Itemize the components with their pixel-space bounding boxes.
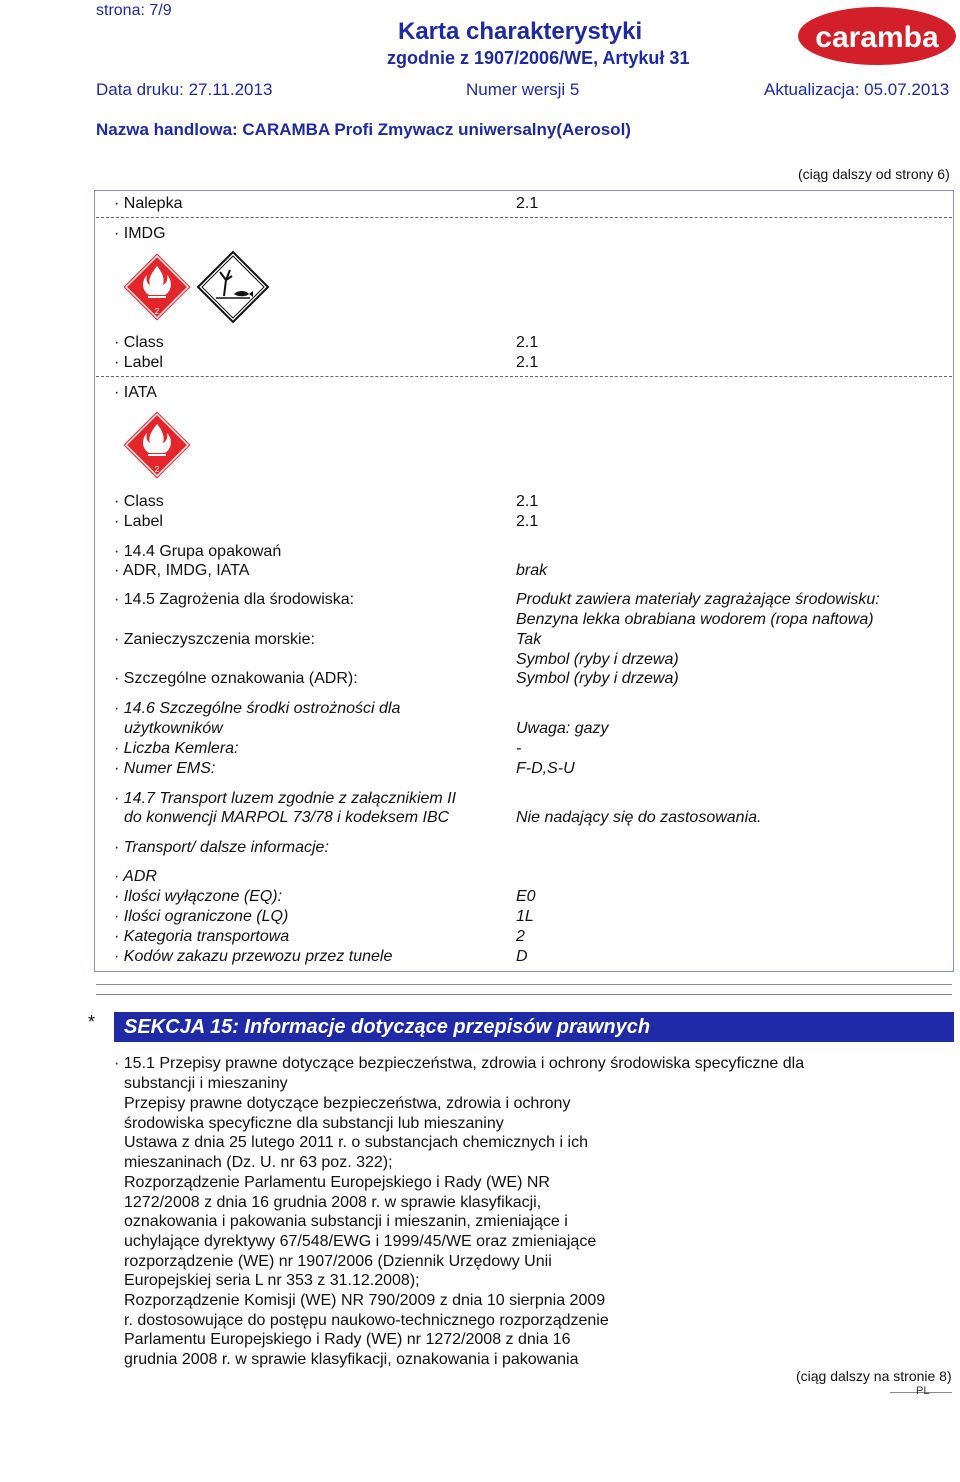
env-hazards-label: · 14.5 Zagrożenia dla środowiska: [114, 591, 355, 608]
section-15-line: Rozporządzenie Parlamentu Europejskiego i Rady (WE) NR [124, 1173, 550, 1191]
transport-category-value: 2 [516, 928, 525, 945]
divider [96, 217, 952, 218]
document-title: Karta charakterystyki [398, 18, 643, 45]
imdg-label-value: 2.1 [516, 354, 539, 371]
separator-rule [96, 994, 952, 995]
flammable-gas-icon [120, 250, 194, 324]
ems-value: F-D,S-U [516, 760, 575, 777]
section-15-line: Rozporządzenie Komisji (WE) NR 790/2009 z dnia 10 sierpnia 2009 [124, 1292, 606, 1309]
special-marking-label: · Szczególne oznakowania (ADR): [114, 670, 358, 687]
section-15-line: Ustawa z dnia 25 lutego 2011 r. o substancjach chemicznych i ich [124, 1134, 588, 1152]
lq-value: 1L [516, 908, 534, 925]
caramba-logo [796, 6, 958, 70]
logo-text: caramba [815, 21, 939, 54]
section-15-line: Europejskiej seria L nr 353 z 31.12.2008); [124, 1272, 420, 1290]
nalepka-label: · Nalepka [114, 195, 183, 212]
precautions-value: Uwaga: gazy [516, 720, 609, 737]
bulk-transport-label-1: · 14.7 Transport luzem zgodnie z załącznikiem II [114, 790, 457, 807]
iata-class-label: · Class [114, 493, 164, 510]
separator-rule [96, 984, 952, 985]
marine-pollutant-value-1: Tak [516, 631, 542, 648]
lq-label: · Ilości ograniczone (LQ) [114, 908, 289, 925]
section-15-1-heading-2: substancji i mieszaniny [124, 1075, 288, 1092]
revision-marker: * [88, 1012, 96, 1032]
tunnel-code-value: D [516, 948, 528, 965]
ems-label: · Numer EMS: [114, 760, 216, 777]
section-15-1-heading-1: · 15.1 Przepisy prawne dotyczące bezpieczeństwa, zdrowia i ochrony środowiska specyficzne dla [114, 1055, 805, 1072]
section-15-line: grudnia 2008 r. w sprawie klasyfikacji, oznakowania i pakowania [124, 1351, 579, 1369]
env-hazards-value-2: Benzyna lekka obrabiana wodorem (ropa naftowa) [516, 611, 874, 628]
section-15-line: Parlamentu Europejskiego i Rady (WE) nr 1272/2008 z dnia 16 [124, 1331, 571, 1349]
imdg-heading: · IMDG [114, 225, 166, 242]
continued-to: (ciąg dalszy na stronie 8) [796, 1368, 952, 1384]
page-number: strona: 7/9 [96, 2, 172, 19]
svg-text:2: 2 [154, 307, 160, 316]
section-15-line: rozporządzenie (WE) nr 1907/2006 (Dziennik Urzędowy Unii [124, 1252, 552, 1270]
marine-pollutant-label: · Zanieczyszczenia morskie: [114, 631, 315, 648]
flammable-gas-icon [120, 408, 194, 482]
kemler-value: - [516, 740, 522, 757]
precautions-label-1: · 14.6 Szczególne środki ostrożności dla [114, 700, 401, 717]
bulk-transport-label-2: do konwencji MARPOL 73/78 i kodeksem IBC [124, 809, 450, 826]
packing-group-heading: · 14.4 Grupa opakowań [114, 543, 282, 560]
version-number: Numer wersji 5 [466, 80, 580, 99]
imdg-label-label: · Label [114, 354, 163, 371]
packing-group-value: brak [516, 562, 548, 579]
svg-text:2: 2 [154, 465, 160, 474]
special-marking-value: Symbol (ryby i drzewa) [516, 670, 679, 687]
section-15-line: r. dostosowujące do postępu naukowo-technicznego rozporządzenie [124, 1311, 609, 1329]
iata-heading: · IATA [114, 384, 157, 401]
section-15-line: 1272/2008 z dnia 16 grudnia 2008 r. w sprawie klasyfikacji, [124, 1193, 542, 1211]
tunnel-code-label: · Kodów zakazu przewozu przez tunele [114, 948, 393, 965]
section-15-line: mieszaninach (Dz. U. nr 63 poz. 322); [124, 1154, 393, 1172]
transport-further-info: · Transport/ dalsze informacje: [114, 839, 329, 856]
section-15-line: oznakowania i pakowania substancji i mieszanin, zmieniające i [124, 1213, 568, 1231]
section-15-line: uchylające dyrektywy 67/548/EWG i 1999/45/WE oraz zmieniające [124, 1232, 597, 1250]
trade-name: Nazwa handlowa: CARAMBA Profi Zmywacz uniwersalny(Aerosol) [96, 120, 631, 139]
nalepka-value: 2.1 [516, 195, 539, 212]
section-15-line: Przepisy prawne dotyczące bezpieczeństwa, zdrowia i ochrony [124, 1095, 571, 1112]
packing-group-sub: · ADR, IMDG, IATA [114, 562, 250, 579]
eq-value: E0 [516, 888, 536, 905]
iata-class-value: 2.1 [516, 493, 539, 510]
divider [96, 376, 952, 377]
section-15-line: środowiska specyficzne dla substancji lub mieszaniny [124, 1114, 504, 1132]
imdg-class-label: · Class [114, 334, 164, 351]
bulk-transport-value: Nie nadający się do zastosowania. [516, 809, 762, 826]
precautions-label-2: użytkowników [124, 720, 223, 737]
eq-label: · Ilości wyłączone (EQ): [114, 888, 283, 905]
env-hazards-value-1: Produkt zawiera materiały zagrażające środowisku: [516, 591, 880, 608]
imdg-class-value: 2.1 [516, 334, 539, 351]
iata-label-label: · Label [114, 513, 163, 530]
iata-label-value: 2.1 [516, 513, 539, 530]
document-subtitle: zgodnie z 1907/2006/WE, Artykuł 31 [387, 48, 690, 68]
update-date: Aktualizacja: 05.07.2013 [764, 80, 950, 99]
section-15-title: SEKCJA 15: Informacje dotyczące przepisów prawnych [124, 1016, 651, 1038]
continued-from: (ciąg dalszy od strony 6) [798, 166, 950, 182]
marine-pollutant-value-2: Symbol (ryby i drzewa) [516, 651, 679, 668]
adr-heading: · ADR [114, 868, 157, 885]
transport-category-label: · Kategoria transportowa [114, 928, 290, 945]
kemler-label: · Liczba Kemlera: [114, 740, 239, 757]
environment-hazard-icon [196, 250, 270, 324]
language-code: PL [916, 1385, 930, 1397]
print-date: Data druku: 27.11.2013 [96, 80, 273, 99]
